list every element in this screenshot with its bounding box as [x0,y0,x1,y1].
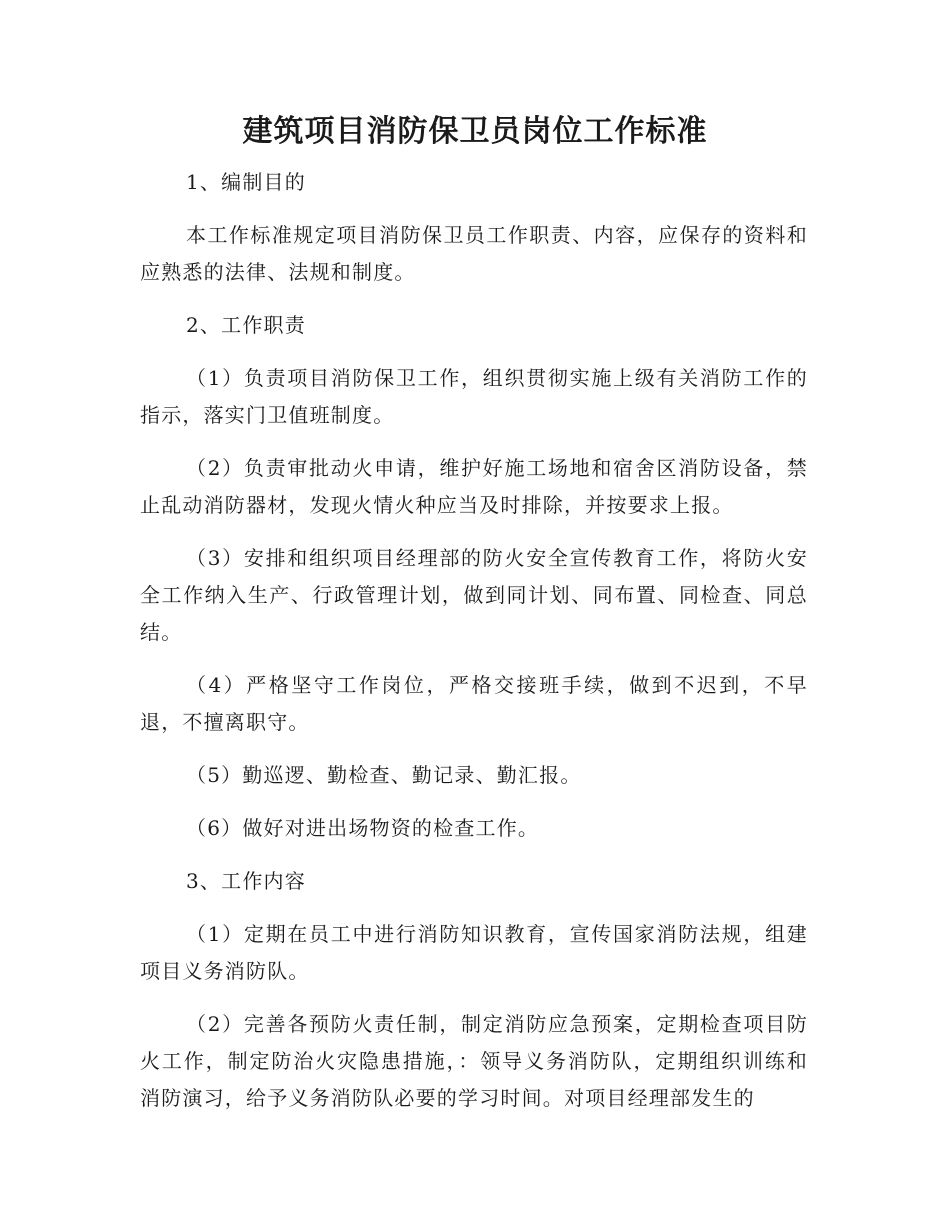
paragraph-purpose-text: 本工作标准规定项目消防保卫员工作职责、内容，应保存的资料和应熟悉的法律、法规和制度。 [140,223,808,284]
document-title: 建筑项目消防保卫员岗位工作标准 [242,114,708,149]
duty-item-6: （6）做好对进出场物资的检查工作。 [186,816,540,840]
section-heading-content: 3、工作内容 [186,869,306,893]
duty-item-3: （3）安排和组织项目经理部的防火安全宣传教育工作，将防火安全工作纳入生产、行政管理计划，做到同计划、同布置、同检查、同总结。 [140,546,808,644]
duty-item-5: （5）勤巡逻、勤检查、勤记录、勤汇报。 [186,763,582,787]
duty-item-4: （4）严格坚守工作岗位，严格交接班手续，做到不迟到，不早退，不擅离职守。 [140,673,808,734]
duty-item-2: （2）负责审批动火申请，维护好施工场地和宿舍区消防设备，禁止乱动消防器材，发现火情火种应当及时排除，并按要求上报。 [140,456,808,517]
duty-item-1: （1）负责项目消防保卫工作，组织贯彻实施上级有关消防工作的指示，落实门卫值班制度。 [140,366,808,427]
content-item-1: （1）定期在员工中进行消防知识教育，宣传国家消防法规，组建项目义务消防队。 [140,922,808,983]
section-heading-purpose: 1、编制目的 [186,170,306,194]
section-heading-duties: 2、工作职责 [186,313,306,337]
content-item-2: （2）完善各预防火责任制，制定消防应急预案，定期检查项目防火工作，制定防治火灾隐患措施，：领导义务消防队，定期组织训练和消防演习，给予义务消防队必要的学习时间。对项目经理部发生的 [140,1012,808,1110]
document-body [140,164,808,1133]
